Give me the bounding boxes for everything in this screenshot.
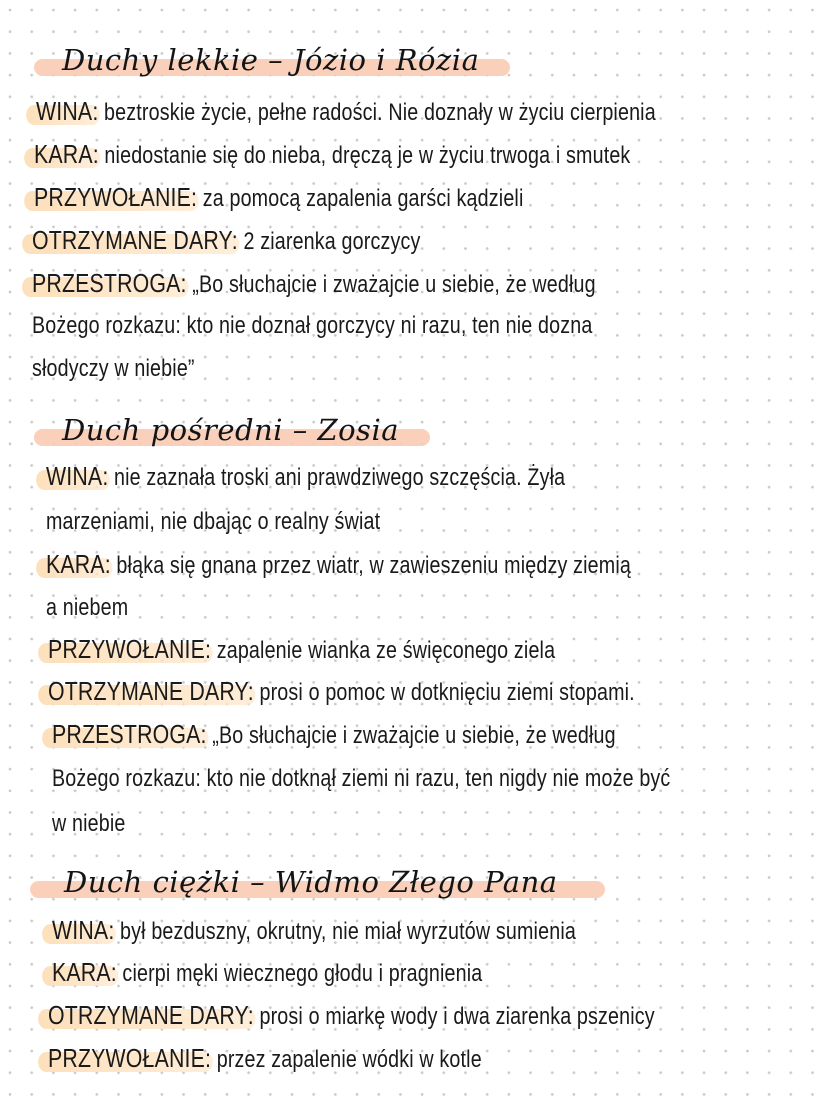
line-kara (34, 139, 630, 171)
label-otrzymane-dary: OTRZYMANE DARY: (32, 225, 238, 255)
line-przestroga (52, 719, 616, 751)
label-przywolanie: PRZYWOŁANIE: (48, 634, 212, 664)
section-title: Duchy lekkie – Józio i Rózia (62, 43, 480, 77)
line-wina (52, 915, 576, 947)
line-text: a niebem (46, 594, 129, 621)
line-text: „Bo słuchajcie i zważajcie u siebie, że według (186, 271, 596, 298)
line-otrzymane-dary (32, 225, 421, 257)
line-text: cierpi męki wiecznego głodu i pragnienia (116, 960, 483, 987)
line-kara (52, 957, 482, 989)
section-title: Duch ciężki – Widmo Złego Pana (64, 865, 558, 899)
section-heading-duch-ciezki (30, 862, 558, 902)
label-przestroga: PRZESTROGA: (52, 719, 207, 749)
line-text: nie zaznała troski ani prawdziwego szczęścia. Żyła (108, 464, 566, 491)
line-przywolanie (48, 1043, 482, 1075)
line-text: marzeniami, nie dbając o realny świat (46, 508, 381, 535)
section-title: Duch pośredni – Zosia (62, 413, 400, 447)
line-text: przez zapalenie wódki w kotle (211, 1046, 482, 1073)
line-text: był bezduszny, okrutny, nie miał wyrzutów sumienia (114, 918, 576, 945)
line-wina (36, 96, 656, 128)
label-przywolanie: PRZYWOŁANIE: (48, 1043, 212, 1073)
label-kara: KARA: (52, 957, 117, 987)
line-text: prosi o miarkę wody i dwa ziarenka pszenicy (253, 1003, 655, 1030)
line-continuation (52, 809, 126, 839)
label-przywolanie: PRZYWOŁANIE: (34, 182, 198, 212)
label-kara: KARA: (46, 549, 111, 579)
label-otrzymane-dary: OTRZYMANE DARY: (48, 1000, 254, 1030)
line-text: „Bo słuchajcie i zważajcie u siebie, że według (206, 722, 616, 749)
line-text: prosi o pomoc w dotknięciu ziemi stopami. (253, 679, 635, 706)
label-wina: WINA: (46, 461, 109, 491)
line-text: za pomocą zapalenia garści kądzieli (197, 185, 524, 212)
line-otrzymane-dary (48, 1000, 655, 1032)
line-continuation (46, 593, 128, 623)
line-continuation (32, 354, 195, 384)
line-text: zapalenie wianka ze święconego ziela (211, 637, 556, 664)
line-przywolanie (34, 182, 524, 214)
label-wina: WINA: (52, 915, 115, 945)
section-heading-duchy-lekkie (34, 40, 479, 80)
line-przestroga (32, 268, 596, 300)
line-continuation (52, 764, 670, 794)
line-kara (46, 549, 631, 581)
section-heading-duch-posredni (34, 410, 399, 450)
label-otrzymane-dary: OTRZYMANE DARY: (48, 676, 254, 706)
line-text: Bożego rozkazu: kto nie doznał gorczycy ni razu, ten nie dozna (32, 312, 593, 339)
label-kara: KARA: (34, 139, 99, 169)
label-wina: WINA: (36, 96, 99, 126)
line-text: błąka się gnana przez wiatr, w zawieszeniu między ziemią (110, 552, 631, 579)
line-text: słodyczy w niebie” (32, 355, 195, 382)
line-text: Bożego rozkazu: kto nie dotknął ziemi ni razu, ten nigdy nie może być (52, 765, 671, 792)
line-text: w niebie (52, 810, 126, 837)
line-continuation (46, 507, 380, 537)
line-otrzymane-dary (48, 676, 635, 708)
line-continuation (32, 311, 592, 341)
line-text: 2 ziarenka gorczycy (237, 228, 421, 255)
line-text: beztroskie życie, pełne radości. Nie doznały w życiu cierpienia (98, 99, 656, 126)
line-text: niedostanie się do nieba, dręczą je w życiu trwoga i smutek (98, 142, 631, 169)
label-przestroga: PRZESTROGA: (32, 268, 187, 298)
line-przywolanie (48, 634, 555, 666)
line-wina (46, 461, 565, 493)
